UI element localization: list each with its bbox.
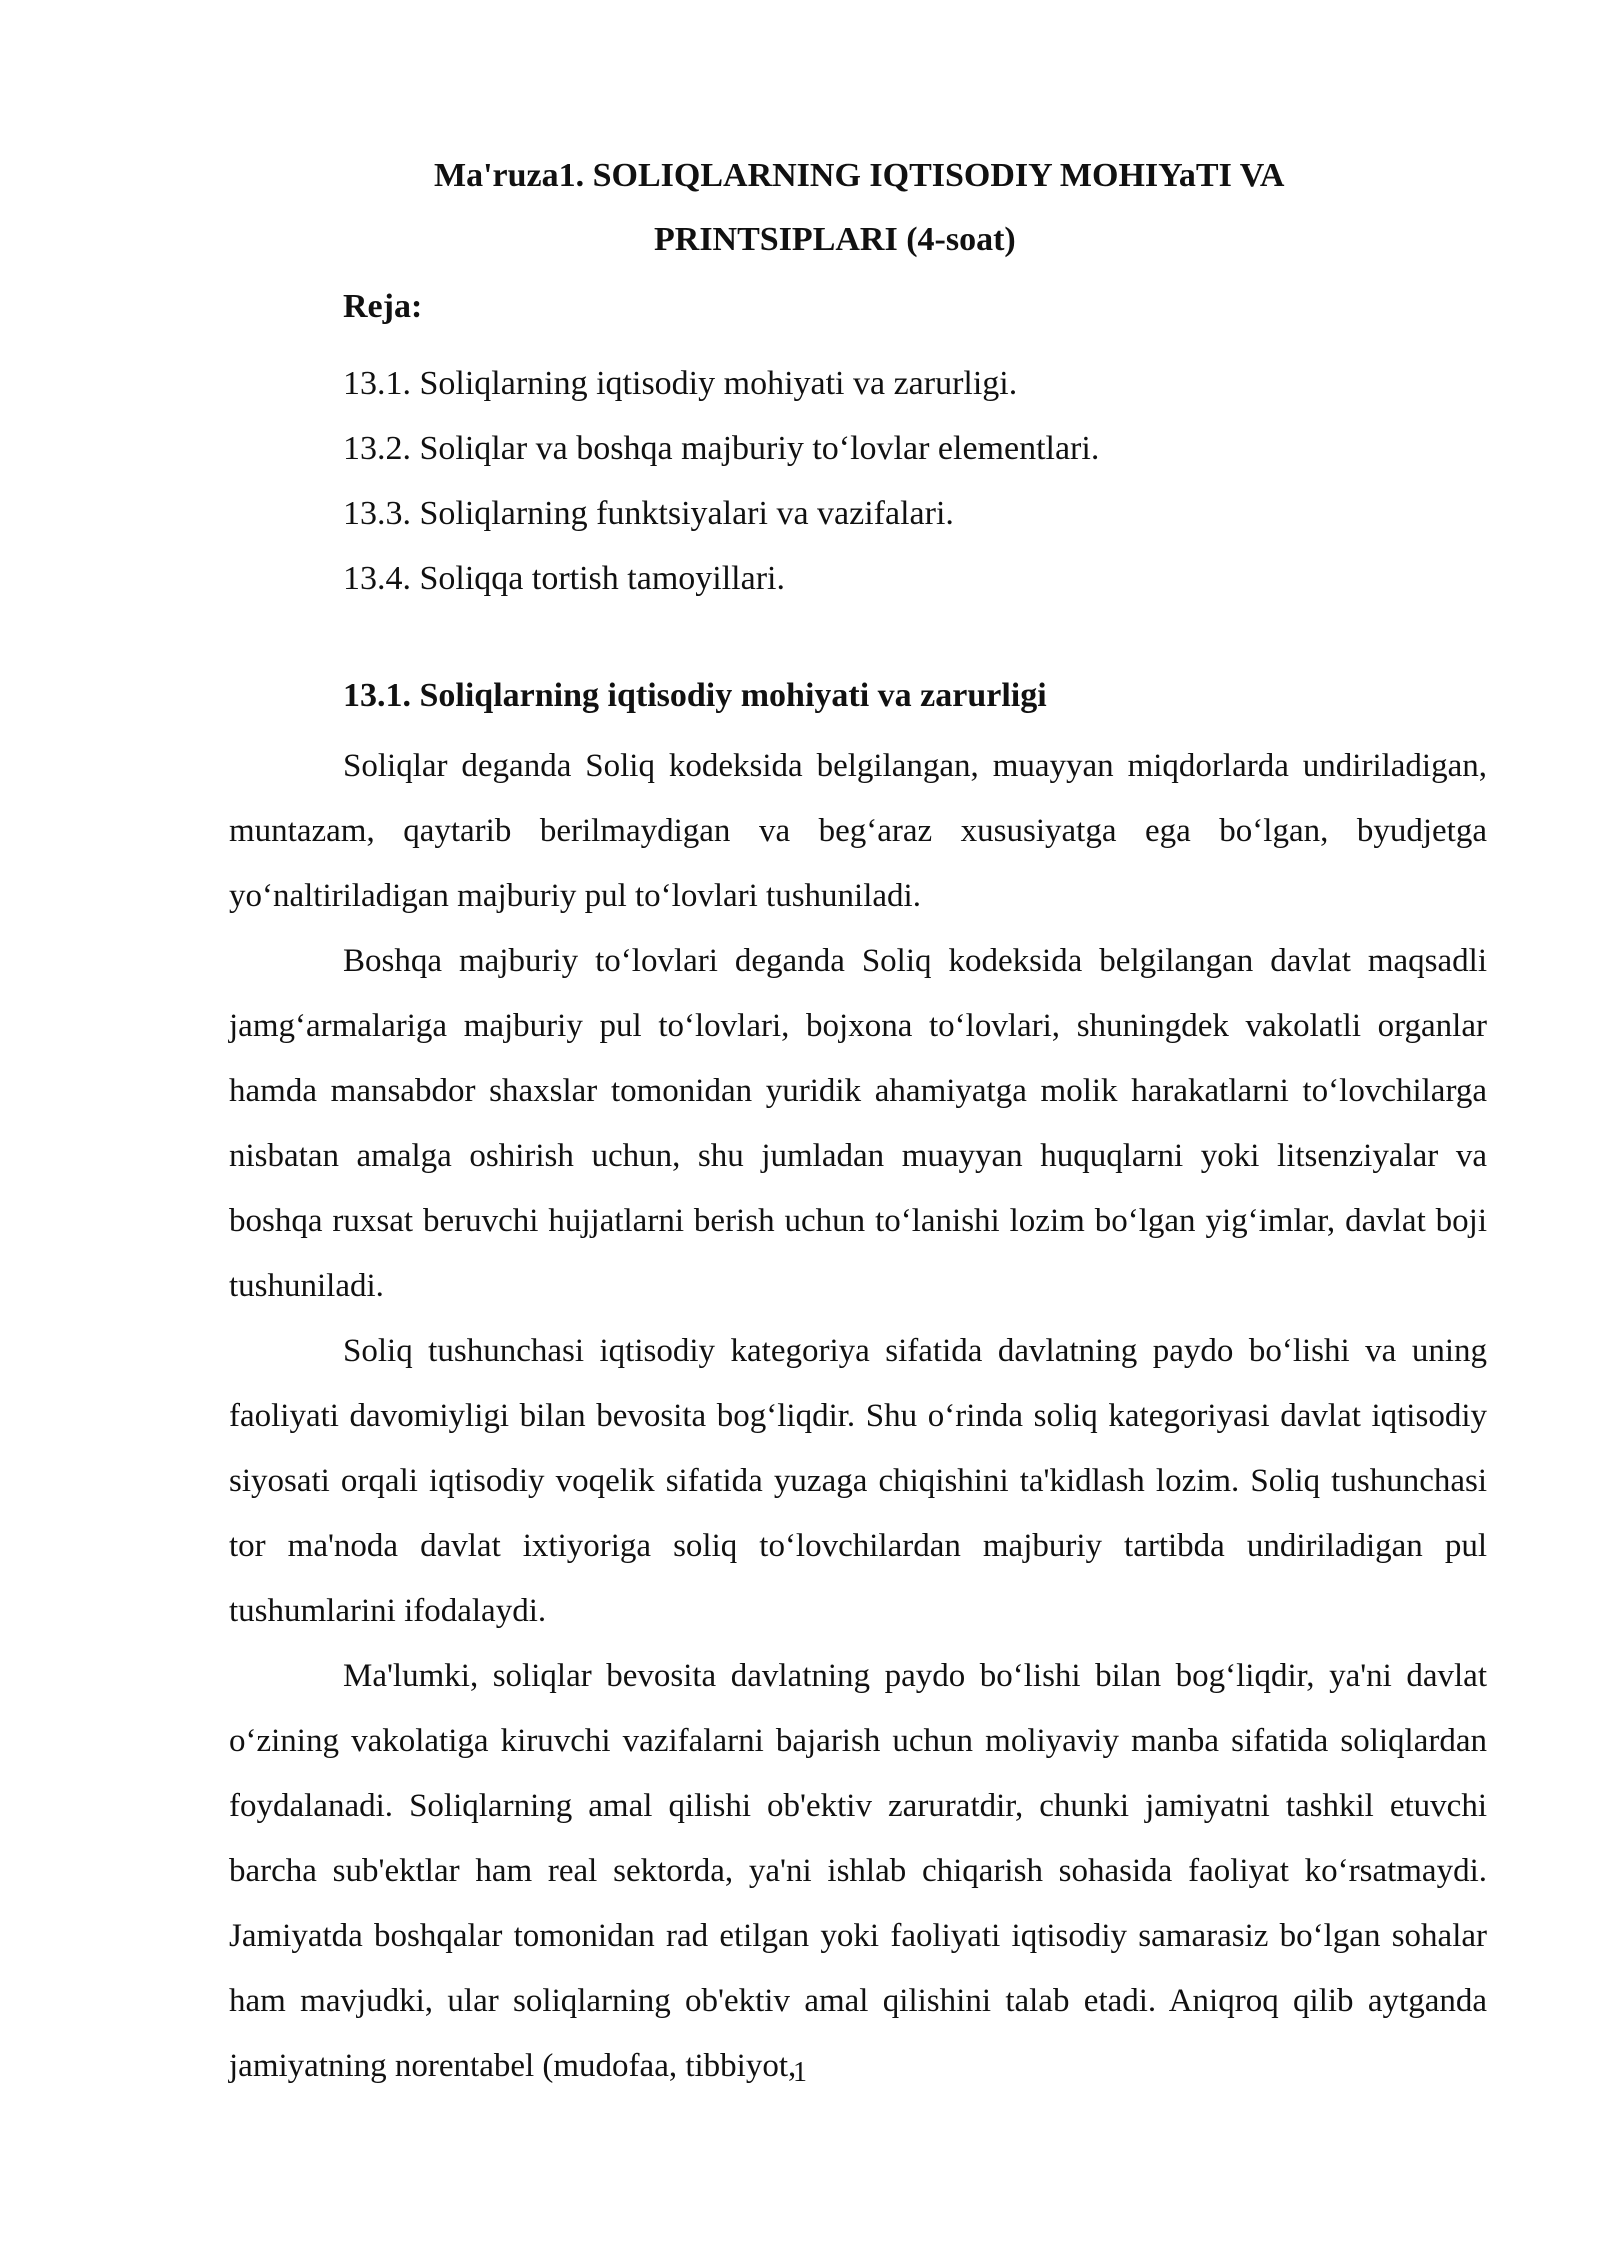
plan-heading: Reja: <box>343 288 423 325</box>
paragraph: Ma'lumki, soliqlar bevosita davlatning paydo bo‘lishi bilan bog‘liqdir, ya'ni davlat o‘zining vakolatiga kiruvchi vazifalarni bajarish uchun moliyaviy manba sifatida soliqlardan foydalanadi. Soliqlarning amal qilishi ob'ektiv zaruratdir, chunki jamiyatni tashkil etuvchi barcha sub'ektlar ham real sektorda, ya'ni ishlab chiqarish sohasida faoliyat ko‘rsatmaydi. Jamiyatda boshqalar tomonidan rad etilgan yoki faoliyati iqtisodiy samarasiz bo‘lgan sohalar ham mavjudki, ular soliqlarning ob'ektiv amal qilishini talab etadi. Aniqroq qilib aytganda jamiyatning norentabel (mudofaa, tibbiyot, <box>229 1658 1487 2084</box>
paragraph: Soliqlar deganda Soliq kodeksida belgilangan, muayyan miqdorlarda undiriladigan, muntazam, qaytarib berilmaydigan va beg‘araz xususiyatga ega bo‘lgan, byudjetga yo‘naltiriladigan majburiy pul to‘lovlari tushuniladi. <box>229 748 1487 914</box>
page-title-line-1: Ma'ruza1. SOLIQLARNING IQTISODIY MOHIYaTI VA <box>434 157 1285 194</box>
plan-list <box>343 351 1099 611</box>
paragraph: Soliq tushunchasi iqtisodiy kategoriya sifatida davlatning paydo bo‘lishi va uning faoliyati davomiyligi bilan bevosita bog‘liqdir. Shu o‘rinda soliq kategoriyasi davlat iqtisodiy siyosati orqali iqtisodiy voqelik sifatida yuzaga chiqishini ta'kidlash lozim. Soliq tushunchasi tor ma'noda davlat ixtiyoriga soliq to‘lovchilardan majburiy tartibda undiriladigan pul tushumlarini ifodalaydi. <box>229 1333 1487 1629</box>
plan-item: 13.3. Soliqlarning funktsiyalari va vazifalari. <box>343 495 954 532</box>
section-heading: 13.1. Soliqlarning iqtisodiy mohiyati va zarurligi <box>343 677 1047 714</box>
plan-item: 13.1. Soliqlarning iqtisodiy mohiyati va zarurligi. <box>343 365 1018 402</box>
page-title-line-2: PRINTSIPLARI (4-soat) <box>654 221 1016 258</box>
plan-item: 13.4. Soliqqa tortish tamoyillari. <box>343 560 785 597</box>
paragraph: Boshqa majburiy to‘lovlari deganda Soliq kodeksida belgilangan davlat maqsadli jamg‘armalariga majburiy pul to‘lovlari, bojxona to‘lovlari, shuningdek vakolatli organlar hamda mansabdor shaxslar tomonidan yuridik ahamiyatga molik harakatlarni to‘lovchilarga nisbatan amalga oshirish uchun, shu jumladan muayyan huquqlarni yoki litsenziyalar va boshqa ruxsat beruvchi hujjatlarni berish uchun to‘lanishi lozim bo‘lgan yig‘imlar, davlat boji tushuniladi. <box>229 943 1487 1304</box>
section-body <box>229 734 1487 2099</box>
page-number: 1 <box>793 2057 807 2088</box>
plan-item: 13.2. Soliqlar va boshqa majburiy to‘lovlar elementlari. <box>343 430 1100 467</box>
